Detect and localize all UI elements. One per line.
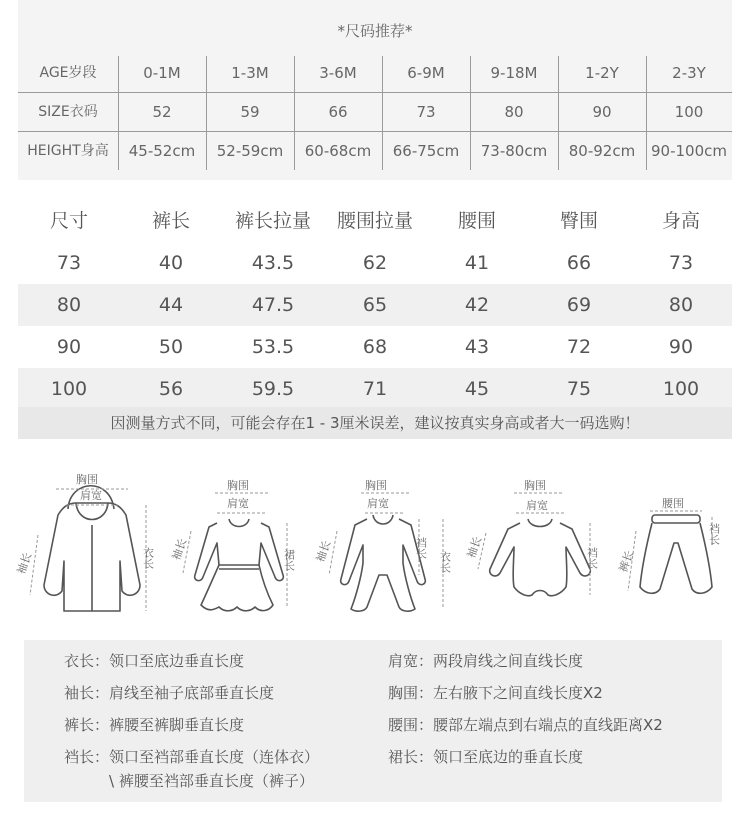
definition-text: 两段肩线之间直线长度	[433, 652, 584, 670]
column-header: 身高	[661, 210, 700, 232]
definition-text: 肩线至袖子底部垂直长度	[109, 684, 275, 702]
definition-shoulder-width	[388, 650, 583, 671]
definition-crotch-length	[64, 746, 319, 767]
romper-illustration	[315, 479, 465, 629]
table-cell: 65	[362, 294, 388, 316]
table-cell: 80	[504, 103, 524, 121]
table-cell: 75	[566, 378, 592, 400]
table-cell: 45-52cm	[128, 142, 196, 160]
row-header: HEIGHT身高	[27, 143, 109, 159]
table-cell: 100	[662, 378, 700, 400]
crotch-length-label: 裆长	[707, 523, 721, 545]
chest-label: 胸围	[524, 479, 546, 492]
table-cell: 68	[362, 336, 388, 358]
definition-text: 左右腋下之间直线长度X2	[433, 684, 603, 702]
definition-term: 胸围：	[388, 684, 434, 702]
size-recommend-panel	[18, 0, 732, 180]
garment-illustrations	[0, 465, 750, 625]
table-cell: 47.5	[251, 294, 295, 316]
shoulder-label: 肩宽	[526, 499, 548, 512]
definition-waist	[388, 714, 663, 735]
sleeve-label: 袖长	[313, 538, 334, 565]
table-cell: 42	[464, 294, 490, 316]
definition-text: 领口至底边的垂直长度	[433, 748, 584, 766]
table-cell: 6-9M	[407, 64, 445, 82]
length-label: 衣长	[438, 551, 452, 573]
table-cell: 66	[328, 103, 348, 121]
measurement-error-note: 因测量方式不同，可能会存在1 - 3厘米误差，建议按真实身高或者大一码选购！	[18, 407, 732, 439]
sleeve-label: 袖长	[464, 534, 485, 561]
sleeve-label: 袖长	[169, 536, 190, 563]
table-cell: 90-100cm	[651, 142, 727, 160]
table-cell: 1-2Y	[585, 64, 619, 82]
definition-text: 裤腰至裤脚垂直长度	[109, 716, 245, 734]
table-cell: 73	[668, 252, 694, 274]
jacket-illustration	[14, 465, 168, 625]
row-header: SIZE衣码	[38, 104, 98, 120]
table-cell: 100	[674, 103, 704, 121]
definition-text: 领口至裆部垂直长度（连体衣）	[109, 748, 320, 766]
definition-text: 领口至底边垂直长度	[109, 652, 245, 670]
table-row	[18, 326, 732, 368]
measurement-table	[18, 200, 732, 410]
table-cell: 90	[668, 336, 694, 358]
definition-text: \ 裤腰至裆部垂直长度（裤子）	[109, 772, 314, 790]
chest-label: 胸围	[227, 479, 249, 492]
table-cell: 73	[56, 252, 82, 274]
table-cell: 59	[240, 103, 260, 121]
waist-label: 腰围	[662, 497, 684, 510]
definition-text: 腰部左端点到右端点的直线距离X2	[433, 716, 663, 734]
column-header: 裤长拉量	[234, 210, 311, 232]
table-cell: 56	[158, 378, 184, 400]
definition-term: 裤长：	[64, 716, 110, 734]
table-header-row	[18, 200, 732, 242]
sleeve-label: 袖长	[14, 550, 35, 577]
shoulder-label: 肩宽	[227, 497, 249, 510]
table-cell: 60-68cm	[304, 142, 372, 160]
crotch-length-label: 裆长	[414, 537, 428, 559]
length-label: 衣长	[141, 547, 155, 569]
table-cell: 71	[362, 378, 388, 400]
table-cell: 90	[592, 103, 612, 121]
definition-garment-length	[64, 650, 244, 671]
definition-chest	[388, 682, 603, 703]
table-cell: 73	[416, 103, 436, 121]
table-cell: 45	[464, 378, 490, 400]
chest-label: 胸围	[76, 473, 98, 486]
table-row	[18, 242, 732, 284]
table-cell: 80	[56, 294, 82, 316]
table-cell: 9-18M	[490, 64, 538, 82]
table-cell: 40	[158, 252, 184, 274]
crotch-length-label: 裆长	[585, 547, 599, 569]
shoulder-label: 肩宽	[80, 489, 102, 502]
table-cell: 66-75cm	[392, 142, 460, 160]
table-cell: 59.5	[251, 378, 295, 400]
definition-term: 裙长：	[388, 748, 434, 766]
row-header: AGE岁段	[39, 65, 97, 81]
definition-sleeve-length	[64, 682, 274, 703]
column-header: 臀围	[559, 210, 598, 232]
definition-term: 袖长：	[64, 684, 110, 702]
size-recommend-table	[18, 54, 732, 170]
pants-length-label: 裤长	[616, 548, 637, 575]
column-header: 裤长	[151, 210, 190, 232]
definition-term: 肩宽：	[388, 652, 434, 670]
definition-term: 腰围：	[388, 716, 434, 734]
table-cell: 3-6M	[319, 64, 357, 82]
table-cell: 43.5	[251, 252, 295, 274]
table-row-size	[18, 92, 732, 131]
bodysuit-illustration	[464, 479, 610, 623]
table-cell: 2-3Y	[672, 64, 706, 82]
definition-crotch-length-pants	[109, 770, 314, 791]
table-cell: 50	[158, 336, 184, 358]
table-cell: 53.5	[251, 336, 295, 358]
table-cell: 80-92cm	[568, 142, 636, 160]
definition-term: 裆长：	[64, 748, 110, 766]
table-cell: 80	[668, 294, 694, 316]
table-cell: 44	[158, 294, 184, 316]
column-header: 腰围	[457, 210, 496, 232]
definition-skirt-length	[388, 746, 583, 767]
table-row-height	[18, 131, 732, 170]
table-cell: 69	[566, 294, 592, 316]
table-cell: 52	[152, 103, 172, 121]
table-row	[18, 368, 732, 410]
chest-label: 胸围	[365, 479, 387, 492]
table-cell: 52-59cm	[216, 142, 284, 160]
skirt-length-label: 裙长	[282, 549, 296, 571]
definition-term: 衣长：	[64, 652, 110, 670]
definition-pants-length	[64, 714, 244, 735]
table-cell: 66	[566, 252, 592, 274]
column-header: 尺寸	[49, 210, 88, 232]
pants-illustration	[616, 495, 740, 615]
column-header: 腰围拉量	[336, 210, 413, 232]
measurement-definitions	[24, 640, 722, 802]
table-cell: 41	[464, 252, 490, 274]
shoulder-label: 肩宽	[367, 497, 389, 510]
table-cell: 90	[56, 336, 82, 358]
dress-illustration	[169, 479, 305, 633]
table-row-age	[18, 54, 732, 92]
table-cell: 73-80cm	[480, 142, 548, 160]
table-cell: 62	[362, 252, 388, 274]
table-cell: 100	[50, 378, 88, 400]
table-cell: 1-3M	[231, 64, 269, 82]
table-cell: 43	[464, 336, 490, 358]
table-cell: 0-1M	[143, 64, 181, 82]
size-recommend-title: *尺码推荐*	[337, 22, 413, 40]
table-cell: 72	[566, 336, 592, 358]
table-row	[18, 284, 732, 326]
